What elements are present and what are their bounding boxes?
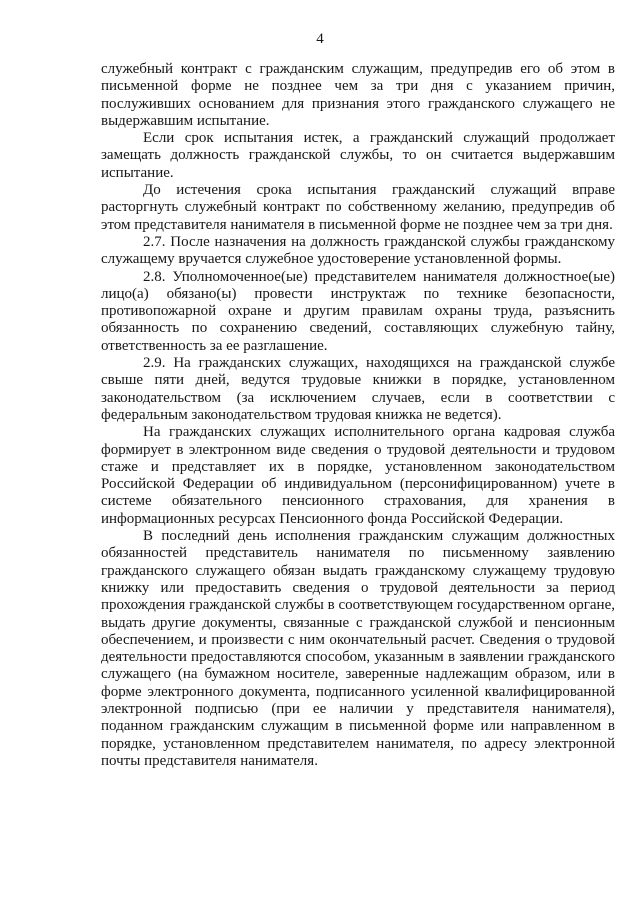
page-number: 4 — [316, 31, 324, 47]
paragraph-last-working-day: В последний день исполнения гражданским служащим должностных обязанностей представитель нанимателя по письменному заявлению гражданского служащего обязан выдать гражданскому служащему трудовую книжку или предоставить сведения о трудовой деятельности за период прохождения гражданской службы в соответствующем государственном органе, выдать другие документы, связанные с гражданской службой и пенсионным обеспечением, и произвести с ним окончательный расчет. Сведения о трудовой деятельности предоставляются способом, указанным в заявлении гражданского служащего (на бумажном носителе, заверенные надлежащим образом, или в форме электронного документа, подписанного усиленной квалифицированной электронной подписью (при ее наличии у представителя нанимателя), поданном гражданским служащим в письменной форме или направленном в порядке, установленном представителем нанимателя, по адресу электронной почты представителя нанимателя. — [101, 528, 615, 769]
paragraph-early-termination: До истечения срока испытания гражданский служащий вправе расторгнуть служебный контракт по собственному желанию, предупредив об этом представителя нанимателя в письменной форме не позднее чем за три дня. — [101, 182, 615, 233]
document-body — [101, 61, 615, 770]
paragraph-2-7-service-id: 2.7. После назначения на должность гражданской службы гражданскому служащему вручается служебное удостоверение установленной формы. — [101, 233, 615, 268]
paragraph-2-9-work-books: 2.9. На гражданских служащих, находящихся на гражданской службе свыше пяти дней, ведутся трудовые книжки в порядке, установленном законодательством (за исключением случаев, если в соответствии с федеральным законодательством трудовая книжка не ведется). — [101, 355, 615, 423]
paragraph-2-8-safety-briefing: 2.8. Уполномоченное(ые) представителем нанимателя должностное(ые) лицо(а) обязано(ы) провести инструктаж по технике безопасности, противопожарной охране и другим правилам охраны труда, разъяснить обязанность по сохранению сведений, составляющих служебную тайну, ответственность за ее разглашение. — [101, 268, 615, 354]
paragraph-contract-termination-continued: служебный контракт с гражданским служащим, предупредив его об этом в письменной форме не позднее чем за три дня с указанием причин, послуживших основанием для признания этого гражданского служащего не выдержавшим испытание. — [101, 61, 615, 129]
paragraph-probation-passed: Если срок испытания истек, а гражданский служащий продолжает замещать должность гражданской службы, то он считается выдержавшим испытание. — [101, 130, 615, 181]
paragraph-electronic-records: На гражданских служащих исполнительного органа кадровая служба формирует в электронном виде сведения о трудовой деятельности и трудовом стаже и представляет их в порядке, установленном законодательством Российской Федерации об индивидуальном (персонифицированном) учете в системе обязательного пенсионного страхования, для хранения в информационных ресурсах Пенсионного фонда Российской Федерации. — [101, 424, 615, 527]
